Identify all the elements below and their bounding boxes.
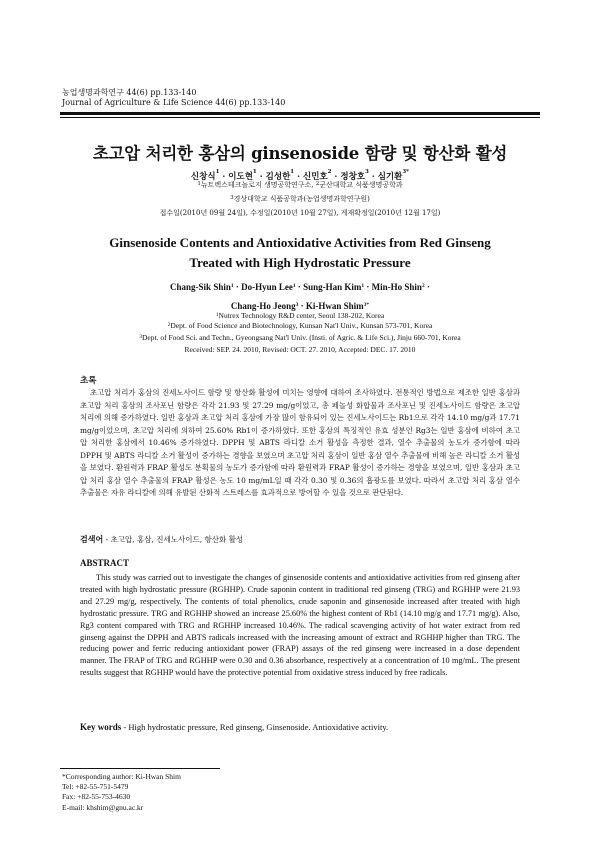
aff-text: 뉴트렉스테크놀로지 생명공학연구소, (200, 181, 316, 189)
author-kr: 신민호 (303, 172, 328, 182)
aff-sup: 1 (197, 181, 201, 187)
header-rule-thick (60, 112, 540, 115)
title-kr: 초고압 처리한 홍삼의 ginsenoside 함량 및 항산화 활성 (92, 144, 508, 163)
author-kr: 정창호 (340, 172, 365, 182)
title-en-line: Treated with High Hydrostatic Pressure (189, 255, 411, 270)
aff-sup: 3 (139, 334, 143, 340)
author-sup: 2 (421, 283, 425, 289)
affiliation-en-1 (40, 311, 560, 321)
author-en: Min-Ho Shin (371, 282, 422, 292)
author-sep: · (298, 301, 306, 311)
abstract-en-heading: ABSTRACT (80, 558, 130, 568)
author-kr: 심기환 (377, 172, 403, 182)
affiliation-en-2 (40, 321, 560, 331)
aff-sup: 2 (315, 181, 320, 187)
affiliation-en-3 (40, 333, 560, 343)
keywords-kr-text: - 초고압, 홍삼, 진세노사이드, 항산화 활성 (103, 535, 244, 544)
affiliation-kr-2 (40, 195, 560, 205)
author-sep: · (424, 282, 430, 292)
author-en: Do-Hyun Lee (241, 282, 293, 292)
author-sep: · (331, 172, 341, 182)
author-sep: · (368, 172, 378, 182)
author-sep: · (294, 172, 303, 182)
aff-sup: 1 (215, 312, 219, 318)
footnote-tel: Tel: +82-55-751-5479 (62, 782, 129, 792)
keywords-kr (80, 534, 243, 545)
author-kr: 신창식 (190, 172, 216, 182)
author-sep: · (364, 282, 372, 292)
author-kr: 이도현 (228, 172, 253, 182)
author-sup: 3* (363, 302, 370, 308)
aff-text: Dept. of Food Science and Biotechnology, Kunsan Nat'l Univ., Kunsan 573-701, Korea (170, 321, 433, 330)
author-sup: 3* (402, 169, 410, 175)
author-sup: 1 (215, 169, 220, 175)
author-kr: 김성한 (265, 172, 291, 182)
author-sup: 3 (365, 169, 369, 175)
footnote (62, 772, 181, 813)
abstract-kr-text: 초고압 처리가 홍삼의 진세노사이드 함량 및 항산화 활성에 미치는 영향에 대하여 조사하였다. 전통적인 방법으로 제조한 일반 홍삼과 초고압 처리 홍삼의 조사포닌 함량은 각각 21.93 및 27.29 mg/g이었고, 총 페놀성 화합물과 조사포닌 및 진세노사이드 함량은 초고압 처리에 의해 증가하였다. 일반 홍삼과 초고압 처리 홍삼에 가장 많이 함유되어 있는 진세노사이드는 Rb1으로 각각 14.10 mg/g과 17.71 mg/g이었으며, 초고압 처리에 의하여 25.60% Rb1이 증가하였다. 또한 홍삼의 특징적인 유효 성분인 Rg3는 일반 홍삼에 비하여 초고압 처리한 홍삼에서 10.46% 증가하였다. DPPH 및 ABTS 라디칼 소거 활성을 측정한 결과, 열수 추출물의 농도가 증가함에 따라 DPPH 및 ABTS 라디칼 소거 활성이 증가하는 경향을 보였으며 초고압 처리 홍삼이 일반 홍삼 열수 추출물에 비해 높은 라디칼 소거 활성을 보였다. 환원력과 FRAP 활성도 분획물의 농도가 증가함에 따라 환원력과 FRAP 활성이 증가하는 경향을 보였으며, 일반 홍삼과 초고압 처리 홍삼 열수 추출물의 FRAP 활성은 농도 10 mg/mL일 때 각각 0.30 및 0.36의 흡광도를 보였다. 따라서 초고압 처리 홍삼 열수 추출물은 자유 라디칼에 의해 유발된 산화적 스트레스를 효과적으로 방어할 수 있을 것으로 판단된다. (80, 388, 520, 497)
author-sep: · (219, 172, 229, 182)
author-en: Chang-Ho Jeong (230, 301, 296, 311)
author-sup: 2 (327, 169, 332, 175)
aff-text: 군산대학교 식품생명공학과 (319, 181, 403, 189)
aff-sup: 2 (167, 322, 171, 328)
author-sep: · (295, 282, 304, 292)
aff-text: Nutrex Technology R&D center, Seoul 138-202, Korea (218, 311, 385, 320)
corresponding-author: *Corresponding author: Ki-Hwan Shim (62, 772, 181, 781)
keywords-kr-label: 검색어 (80, 534, 104, 544)
keywords-en-text: - High hydrostatic pressure, Red ginseng, Ginsenoside. Antioxidative activity. (121, 722, 389, 732)
journal-header (62, 88, 285, 108)
author-sep: · (233, 282, 242, 292)
keywords-en-label: Key words (80, 722, 122, 732)
journal-line-en: Journal of Agriculture & Life Science 44(6) pp.133-140 (62, 98, 286, 107)
dates-en: Received: SEP. 24. 2010, Revised: OCT. 27. 2010, Accepted: DEC. 17. 2010 (184, 345, 416, 354)
affiliation-kr-1 (40, 181, 560, 191)
author-en: Ki-Hwan Shim (305, 301, 364, 311)
author-sep: · (256, 172, 266, 182)
aff-sup: 3 (230, 195, 234, 201)
author-en: Sung-Han Kim (303, 282, 362, 292)
dates-kr: 접수일(2010년 09월 24일), 수정일(2010년 10월 27일), 게재확정일(2010년 12월 17일) (159, 209, 441, 217)
title-en (40, 233, 560, 273)
author-sup: 3 (295, 302, 299, 308)
aff-text: Dept. of Food Sci. and Techn., Gyeongsang Nat'l Univ. (Insti. of Agric. & Life Sci.), Jinju 660-701, Korea (142, 333, 461, 342)
author-sup: 1 (252, 169, 257, 175)
author-en: Chang-Sik Shin (170, 282, 231, 292)
author-sup: 1 (230, 283, 234, 289)
author-sup: 1 (292, 283, 296, 289)
footnote-rule (60, 768, 220, 769)
title-en-line: Ginsenoside Contents and Antioxidative Activities from Red Ginseng (109, 235, 491, 250)
author-sup: 1 (361, 283, 365, 289)
footnote-email: E-mail: khshim@gnu.ac.kr (62, 802, 144, 812)
header-rule-thin (60, 117, 540, 118)
abstract-kr-heading: 초록 (80, 376, 97, 386)
aff-text: 경상대학교 식품공학과(농업생명과학연구원) (233, 195, 370, 203)
footnote-fax: Fax: +82-55-753-4630 (62, 792, 131, 802)
authors-en-line-1 (40, 278, 560, 297)
abstract-en-text: This study was carried out to investigate the changes of ginsenoside contents and antioxidative activities from red ginseng after treated with high hydrostatic pressure (RGHHP). Crude saponin content in traditional red ginseng (TRG) and RGHHP were 21.93 and 27.29 mg/g, respectively. The contents of total phenolics, crude saponin and ginsenoside increased after treated with high hydrostatic pressure. TRG and RGHHP showed an increase 25.60% the highest content of Rb1 (14.10 mg/g and 17.71 mg/g). Also, Rg3 content compared with TRG and RGHHP increased 10.46%. The radical scavenging activity of hot water extract from red ginseng against the DPPH and ABTS radicals increased with the increasing amount of extract and RGHHP higher than TRG. The reducing power and ferric reducing antioxidant power (FRAP) assays of the red ginseng were increased in a dose dependent manner. The FRAP of TRG and RGHHP were 0.30 and 0.36 absorbance, respectively at a concentration of 10 mg/mL. The present results suggest that RGHHP would have the protective potential from oxidative stress induced by free radicals. (80, 573, 520, 678)
keywords-en (80, 722, 388, 732)
author-sup: 1 (290, 169, 295, 175)
journal-line-kr: 농업생명과학연구 44(6) pp.133-140 (62, 88, 197, 97)
